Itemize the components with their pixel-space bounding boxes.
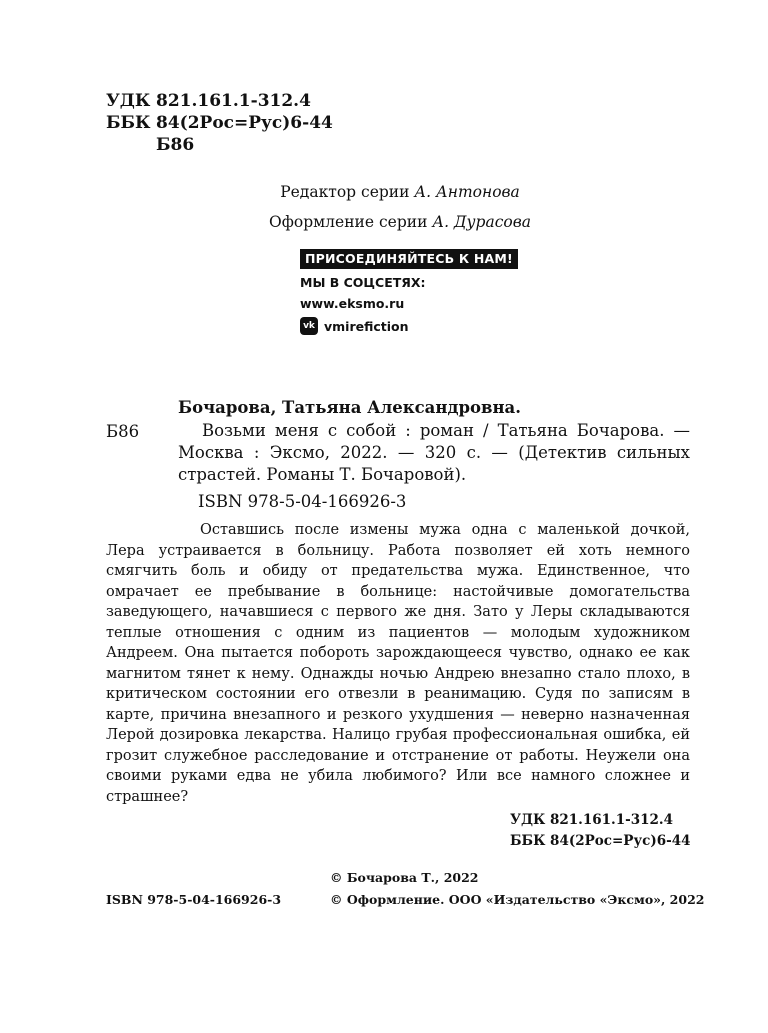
classification-block — [106, 90, 333, 156]
udk-label: УДК — [106, 91, 151, 111]
classification-block-2 — [510, 810, 691, 852]
vk-row[interactable] — [300, 317, 518, 335]
bib-description — [178, 420, 690, 486]
bbk-label: ББК — [106, 113, 151, 133]
join-banner: ПРИСОЕДИНЯЙТЕСЬ К НАМ! — [300, 249, 518, 269]
copyright-author: © Бочарова Т., 2022 — [330, 870, 479, 885]
vk-icon: vk — [300, 317, 318, 335]
social-label: МЫ В СОЦСЕТЯХ: — [300, 275, 426, 290]
design-label: Оформление серии — [269, 213, 428, 231]
editor-label: Редактор серии — [280, 183, 410, 201]
bib-code: Б86 — [106, 422, 140, 441]
social-block — [300, 249, 518, 335]
website-link[interactable]: www.eksmo.ru — [300, 296, 405, 311]
design-name: А. Дурасова — [432, 213, 531, 231]
bbk-2: ББК 84(2Рос=Рус)6-44 — [510, 833, 691, 849]
annotation: Оставшись после измены мужа одна с маленькой дочкой, Лера устраивается в больницу. Работа позволяет ей хоть немного смягчить боль и обиду от предательства мужа. Единственное, что омрачает ее пребывание в больнице: настойчивые домогательства заведующего, начавшиеся с первого же дня. Зато у Леры складываются теплые отношения с одним из пациентов — молодым художником Андреем. Она пытается побороть зарождающееся чувство, однако ее как магнитом тянет к нему. Однажды ночью Андрею внезапно стало плохо, в критическом состоянии его отвезли в реанимацию. Судя по записям в карте, причина внезапного и резкого ухудшения — неверно назначенная Лерой дозировка лекарства. Налицо грубая профессиональная ошибка, ей грозит служебное расследование и отстранение от работы. Неужели она своими руками едва не убила любимого? Или все намного сложнее и страшнее? — [106, 522, 690, 805]
vk-handle[interactable]: vmirefiction — [324, 318, 409, 334]
bib-author: Бочарова, Татьяна Александровна. — [178, 398, 521, 417]
bib-isbn: ISBN 978-5-04-166926-3 — [198, 492, 407, 511]
author-mark: Б86 — [156, 135, 195, 155]
bbk-value: 84(2Рос=Рус)6-44 — [156, 113, 333, 133]
copyright-design: © Оформление. ООО «Издательство «Эксмо», 2022 — [330, 892, 705, 907]
bib-description-text: Возьми меня с собой : роман / Татьяна Бочарова. — Москва : Эксмо, 2022. — 320 с. — (Детектив сильных страстей. Романы Т. Бочаровой). — [178, 421, 690, 484]
footer-isbn: ISBN 978-5-04-166926-3 — [106, 892, 282, 907]
editor-credit — [240, 183, 560, 201]
editor-name: А. Антонова — [414, 183, 520, 201]
design-credit — [240, 213, 560, 231]
udk-value: 821.161.1-312.4 — [156, 91, 311, 111]
udk-2: УДК 821.161.1-312.4 — [510, 812, 673, 828]
